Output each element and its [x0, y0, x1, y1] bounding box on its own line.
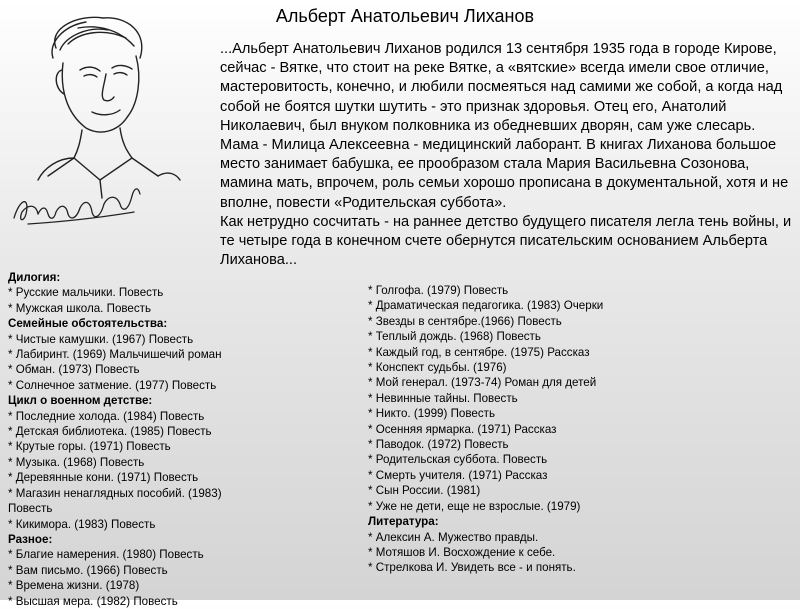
list-item: * Крутые горы. (1971) Повесть — [8, 440, 171, 454]
list-item: * Никто. (1999) Повесть — [368, 407, 495, 421]
page-title: Альберт Анатольевич Лиханов — [275, 6, 535, 26]
list-item: * Детская библиотека. (1985) Повесть — [8, 425, 212, 439]
list-item: * Вам письмо. (1966) Повесть — [8, 563, 168, 577]
list-item: * Невинные тайны. Повесть — [368, 391, 518, 405]
list-heading: Литература: — [368, 515, 439, 529]
list-item: * Времена жизни. (1978) — [8, 579, 140, 593]
list-item: * Смерть учителя. (1971) Рассказ — [368, 468, 548, 482]
list-item: * Музыка. (1968) Повесть — [8, 455, 145, 469]
list-heading: Разное: — [8, 532, 53, 546]
list-item: * Уже не дети, еще не взрослые. (1979) — [368, 499, 581, 513]
list-item: * Теплый дождь. (1968) Повесть — [368, 330, 541, 344]
portrait-drawing — [8, 8, 208, 258]
list-item: * Родительская суббота. Повесть — [368, 453, 548, 467]
list-item: * Обман. (1973) Повесть — [8, 363, 140, 377]
list-item: * Стрелкова И. Увидеть все - и понять. — [368, 561, 576, 575]
list-item: * Каждый год, в сентябре. (1975) Рассказ — [368, 345, 590, 359]
list-item: * Драматическая педагогика. (1983) Очерки — [368, 299, 604, 313]
list-item: * Сын России. (1981) — [368, 484, 481, 498]
works-list-left — [8, 270, 244, 609]
list-item: * Лабиринт. (1969) Мальчишечий роман — [8, 348, 222, 362]
list-item: * Кикимора. (1983) Повесть — [8, 517, 156, 531]
list-item: * Паводок. (1972) Повесть — [368, 438, 509, 452]
list-item: * Деревянные кони. (1971) Повесть — [8, 471, 199, 485]
list-item: * Высшая мера. (1982) Повесть — [8, 594, 178, 608]
works-list-right — [368, 283, 668, 576]
list-item: * Осенняя ярмарка. (1971) Рассказ — [368, 422, 557, 436]
list-item: * Благие намерения. (1980) Повесть — [8, 548, 204, 562]
list-item: * Русские мальчики. Повесть — [8, 286, 164, 300]
list-item: * Алексин А. Мужество правды. — [368, 530, 539, 544]
list-item: * Звезды в сентябре.(1966) Повесть — [368, 314, 562, 328]
list-item: * Чистые камушки. (1967) Повесть — [8, 332, 194, 346]
list-item: * Солнечное затмение. (1977) Повесть — [8, 378, 217, 392]
list-heading: Семейные обстоятельства: — [8, 317, 168, 331]
list-item: * Конспект судьбы. (1976) — [368, 361, 507, 375]
list-item: * Последние холода. (1984) Повесть — [8, 409, 205, 423]
list-item: * Голгофа. (1979) Повесть — [368, 284, 509, 297]
list-item: * Мотяшов И. Восхождение к себе. — [368, 545, 556, 559]
list-item: * Мой генерал. (1973-74) Роман для детей — [368, 376, 597, 390]
biography-text — [220, 40, 792, 270]
list-heading: Дилогия: — [8, 271, 61, 284]
list-item: * Магазин ненаглядных пособий. (1983) Повесть — [8, 486, 222, 516]
list-item: * Мужская школа. Повесть — [8, 301, 152, 315]
list-heading: Цикл о военном детстве: — [8, 394, 153, 408]
bio-paragraph-2: Как нетрудно сосчитать - на раннее детство будущего писателя легла тень войны, и те четыре года в конечном счете обернутся писательским основанием Альберта Лиханова... — [220, 213, 792, 269]
bio-paragraph-1: ...Альберт Анатольевич Лиханов родился 13 сентября 1935 года в городе Кирове, сейчас - Вятке, что стоит на реке Вятке, а «вятские» всегда имели свое отличие, мастеровитость, конечно, и любили посмеяться над самими же собой, а когда над собой не боятся шутки шутить - это признак здоровья. Отец его, Анатолий Николаевич, был внуком полковника из обедневших дворян, сам уже слесарь. Мама - Милица Алексеевна - медицинский лаборант. В книгах Лиханова большое место занимает бабушка, ее прообразом стала Мария Васильевна Созонова, мамина мать, впрочем, роль семьи хорошо прописана в документальной, хотя и не вполне, повести «Родительская суббота». — [220, 41, 789, 211]
